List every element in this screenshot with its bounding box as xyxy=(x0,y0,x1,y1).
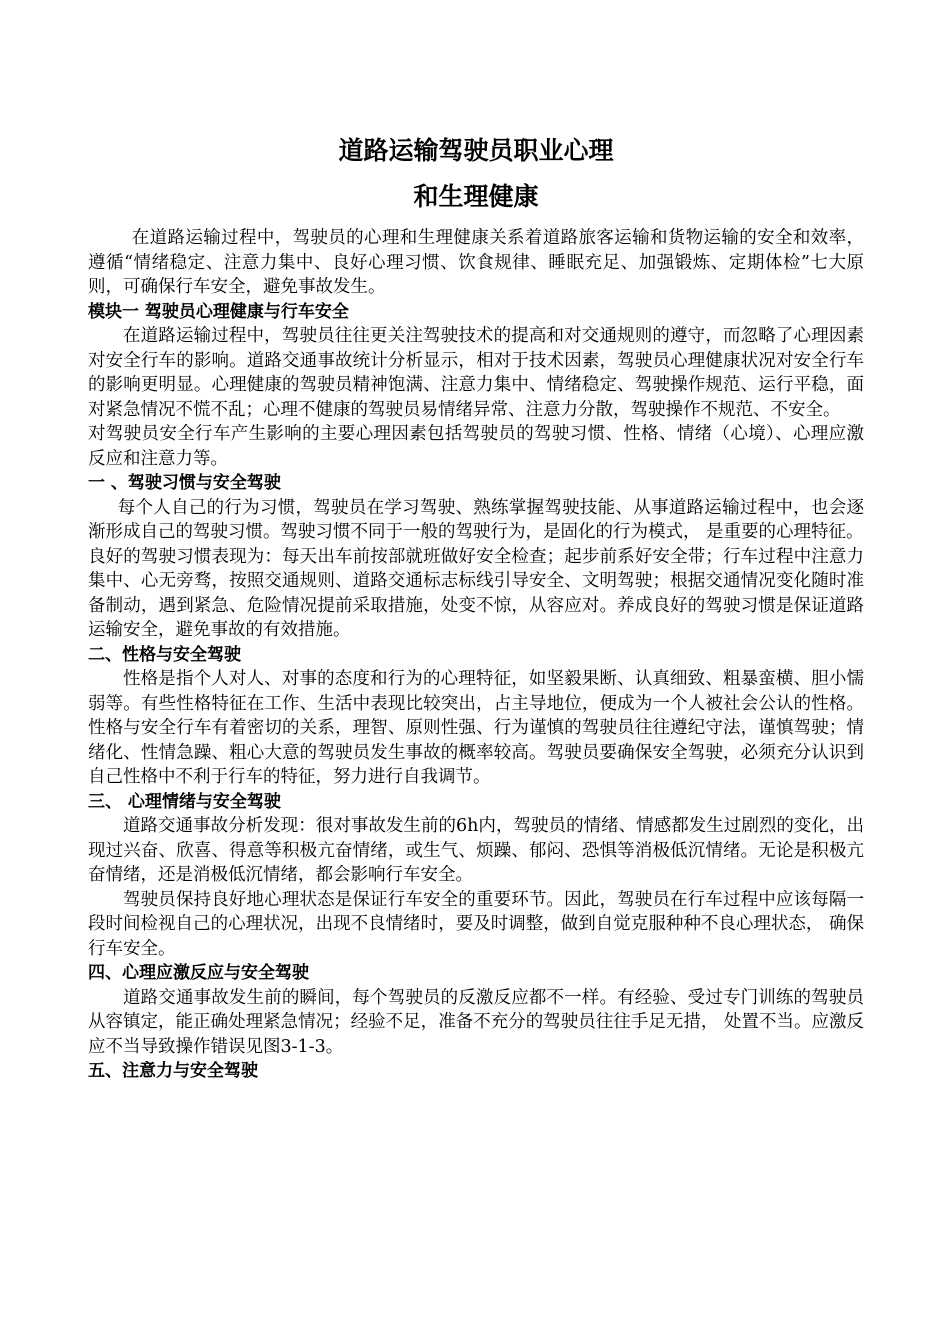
module1-heading: 模块一 驾驶员心理健康与行车安全 xyxy=(88,301,349,322)
section5-heading: 五、注意力与安全驾驶 xyxy=(88,1061,258,1081)
section1-paragraph-1: 每个人自己的行为习惯，驾驶员在学习驾驶、熟练掌握驾驶技能、从事道路运输过程中，也会逐渐形成自己的驾驶习惯。驾驶习惯不同于一般的驾驶行为，是固化的行为模式， 是重要的心理特征。 xyxy=(88,497,864,542)
section2-heading: 二、性格与安全驾驶 xyxy=(88,644,241,665)
section2-paragraph-1: 性格是指个人对人、对事的态度和行为的心理特征，如坚毅果断、认真细致、粗暴蛮横、胆小懦弱等。有些性格特征在工作、生活中表现比较突出，占主导地位，便成为一个人被社会公认的性格。性格与安全行车有着密切的关系，理智、原则性强、行为谨慎的驾驶员往往遵纪守法，谨慎驾驶；情绪化、性情急躁、粗心大意的驾驶员发生事故的概率较高。驾驶员要确保安全驾驶，必须充分认识到自己性格中不利于行车的特征，努力进行自我调节。 xyxy=(88,669,864,787)
section4-heading: 四、心理应激反应与安全驾驶 xyxy=(88,963,309,983)
intro-paragraph: 在道路运输过程中，驾驶员的心理和生理健康关系着道路旅客运输和货物运输的安全和效率，遵循“情绪稳定、注意力集中、良好心理习惯、饮食规律、睡眠充足、加强锻炼、定期体检”七大原则，可确保行车安全，避免事故发生。 xyxy=(88,228,864,297)
module1-paragraph-2: 对驾驶员安全行车产生影响的主要心理因素包括驾驶员的驾驶习惯、性格、情绪（心境）、心理应激反应和注意力等。 xyxy=(88,424,864,469)
section1-paragraph-2: 良好的驾驶习惯表现为：每天出车前按部就班做好安全检查；起步前系好安全带；行车过程中注意力集中、心无旁骛，按照交通规则、道路交通标志标线引导安全、文明驾驶；根据交通情况变化随时准备制动，遇到紧急、危险情况提前采取措施，处变不惊，从容应对。养成良好的驾驶习惯是保证道路运输安全，避免事故的有效措施。 xyxy=(88,546,864,640)
module1-paragraph-1: 在道路运输过程中，驾驶员往往更关注驾驶技术的提高和对交通规则的遵守，而忽略了心理因素对安全行车的影响。道路交通事故统计分析显示，相对于技术因素，驾驶员心理健康状况对安全行车的影响更明显。心理健康的驾驶员精神饱满、注意力集中、情绪稳定、驾驶操作规范、运行平稳，面对紧急情况不慌不乱；心理不健康的驾驶员易情绪异常、注意力分散，驾驶操作不规范、不安全。 xyxy=(88,326,864,420)
section3-paragraph-1: 道路交通事故分析发现：很对事故发生前的6h内，驾驶员的情绪、情感都发生过剧烈的变化，出现过兴奋、欣喜、得意等积极亢奋情绪，或生气、烦躁、郁闷、恐惧等消极低沉情绪。无论是积极亢奋情绪，还是消极低沉情绪，都会影响行车安全。 xyxy=(88,816,864,885)
document-title-line1: 道路运输驾驶员职业心理 xyxy=(338,136,614,165)
document-page xyxy=(88,128,864,1084)
section3-paragraph-2: 驾驶员保持良好地心理状态是保证行车安全的重要环节。因此，驾驶员在行车过程中应该每隔一段时间检视自己的心理状况，出现不良情绪时，要及时调整，做到自觉克服种种不良心理状态， 确保行车安全。 xyxy=(88,889,864,959)
document-title-line2: 和生理健康 xyxy=(413,182,539,211)
section4-paragraph-1: 道路交通事故发生前的瞬间，每个驾驶员的反激反应都不一样。有经验、受过专门训练的驾驶员从容镇定，能正确处理紧急情况；经验不足，准备不充分的驾驶员往往手足无措， 处置不当。应激反应不当导致操作错误见图3-1-3。 xyxy=(88,987,864,1057)
section3-heading: 三、 心理情绪与安全驾驶 xyxy=(88,791,281,812)
section1-heading: 一 、驾驶习惯与安全驾驶 xyxy=(88,473,281,493)
